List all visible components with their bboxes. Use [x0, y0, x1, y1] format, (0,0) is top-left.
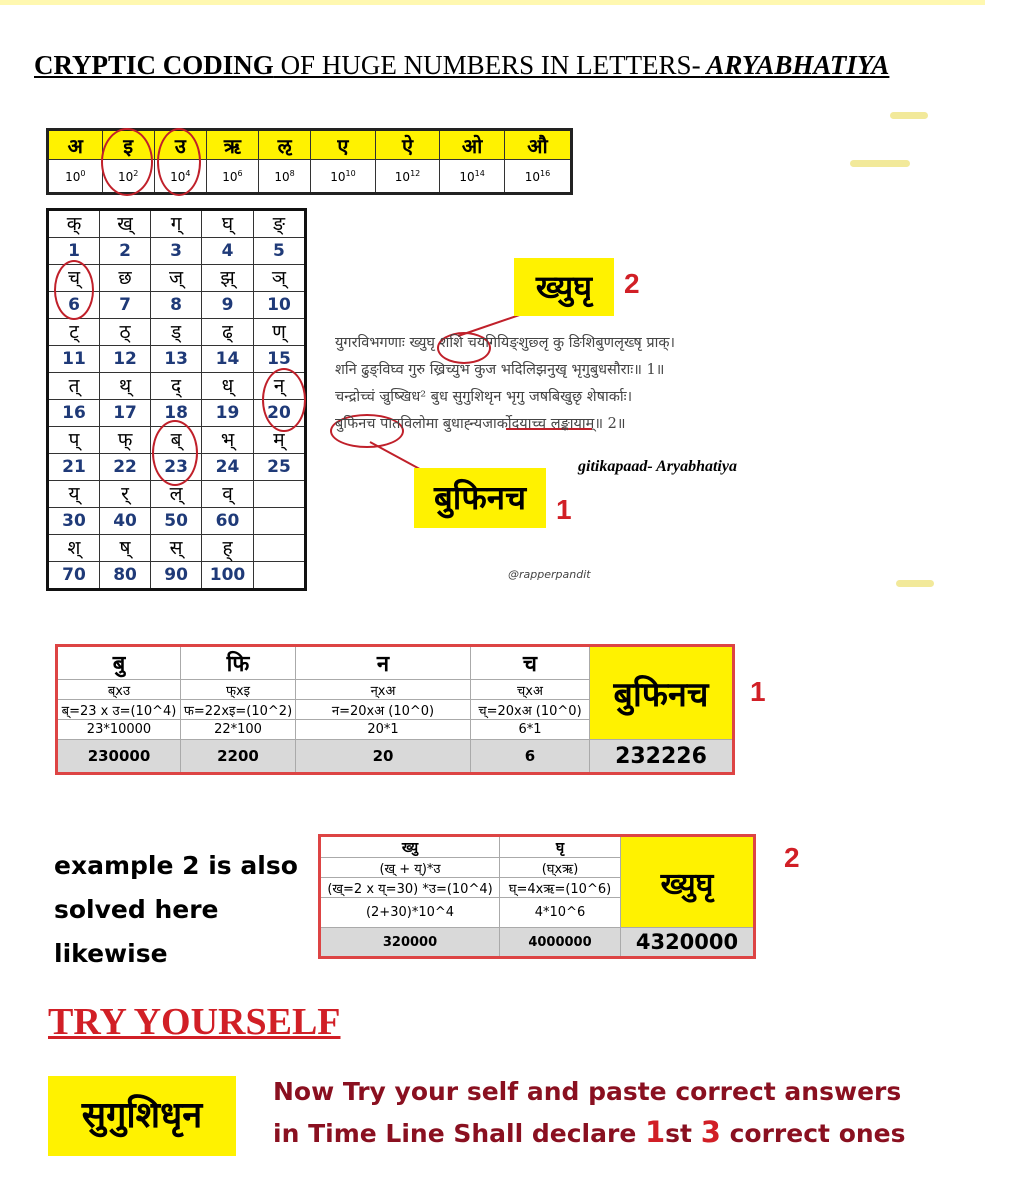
consonant-value: 16 — [48, 400, 100, 427]
ex2-value: 320000 — [320, 928, 500, 958]
try-line-2: in Time Line Shall declare 1st 3 correct ones — [273, 1115, 906, 1149]
consonant-value: 60 — [202, 508, 254, 535]
vowel-power: $10^6$ — [206, 160, 258, 194]
page-title: CRYPTIC CODING OF HUGE NUMBERS IN LETTERS- ARYABHATIYA — [34, 50, 890, 80]
ex1-header: बु — [57, 646, 181, 680]
try-instructions — [273, 1072, 906, 1154]
ex1-product: 6*1 — [471, 720, 590, 740]
try-line-1: Now Try your self and paste correct answers — [273, 1077, 902, 1106]
ex1-formula: ब्=23 x उ=(10^4) — [57, 700, 181, 720]
ex1-formula: न=20xअ (10^0) — [296, 700, 471, 720]
consonant-value: 70 — [48, 562, 100, 590]
vowel-letter: इ — [102, 130, 154, 160]
consonant-value: 24 — [202, 454, 254, 481]
consonant-letter: फ् — [100, 427, 151, 454]
consonant-value: 23 — [151, 454, 202, 481]
ex1-split: ब्xउ — [57, 680, 181, 700]
consonant-letter: ण् — [253, 319, 305, 346]
consonant-value: 20 — [253, 400, 305, 427]
vowel-power: $10^8$ — [259, 160, 311, 194]
consonant-value: 10 — [253, 292, 305, 319]
consonant-value: 100 — [202, 562, 254, 590]
consonant-value: 17 — [100, 400, 151, 427]
vowel-letter: उ — [154, 130, 206, 160]
aryabhatiya-verse — [335, 330, 815, 438]
ex1-product: 23*10000 — [57, 720, 181, 740]
consonant-value: 4 — [202, 238, 254, 265]
consonant-letter: ढ् — [202, 319, 254, 346]
example2-number: 2 — [784, 842, 800, 873]
consonant-value: 22 — [100, 454, 151, 481]
consonant-letter: स् — [151, 535, 202, 562]
consonant-value: 3 — [151, 238, 202, 265]
consonant-letter: थ् — [100, 373, 151, 400]
consonant-letter: श् — [48, 535, 100, 562]
consonant-letter: ट् — [48, 319, 100, 346]
consonant-letter: ह् — [202, 535, 254, 562]
consonant-letter: क् — [48, 210, 100, 238]
vowel-power: $10^{10}$ — [311, 160, 376, 194]
consonant-value: 9 — [202, 292, 254, 319]
ex2-header: घृ — [500, 836, 621, 858]
vowel-letter: ए — [311, 130, 376, 160]
example1-table — [55, 644, 735, 775]
consonant-value: 2 — [100, 238, 151, 265]
verse-line: शनि ढुङ्विघ्व गुरु ख्रिच्युभ कुज भदिलिझनुखृ भृगुबुधसौराः॥ 1॥ — [335, 362, 665, 378]
consonant-value: 11 — [48, 346, 100, 373]
ex1-header: फि — [181, 646, 296, 680]
consonant-value: 1 — [48, 238, 100, 265]
ex1-split: च्xअ — [471, 680, 590, 700]
consonant-letter: य् — [48, 481, 100, 508]
side-note-line: likewise — [54, 939, 168, 968]
consonant-letter: व् — [202, 481, 254, 508]
consonant-letter: ध् — [202, 373, 254, 400]
consonant-value: 5 — [253, 238, 305, 265]
consonant-value: 80 — [100, 562, 151, 590]
ex2-header: ख्यु — [320, 836, 500, 858]
consonant-value: 6 — [48, 292, 100, 319]
consonant-value: 40 — [100, 508, 151, 535]
consonant-letter: त् — [48, 373, 100, 400]
consonant-letter: छ — [100, 265, 151, 292]
consonant-letter: भ् — [202, 427, 254, 454]
consonant-letter: प् — [48, 427, 100, 454]
consonant-value: 19 — [202, 400, 254, 427]
consonant-letter: म् — [253, 427, 305, 454]
decor-dash — [850, 160, 910, 167]
consonant-letter: ब् — [151, 427, 202, 454]
consonant-letter: ज् — [151, 265, 202, 292]
verse-line: बुफिनच पातविलोमा बुधाह्न्यजार्कोदयाच्च लङ्कायाम्॥ 2॥ — [335, 416, 626, 432]
consonant-value: 14 — [202, 346, 254, 373]
consonant-letter: न् — [253, 373, 305, 400]
vowel-letter: ऋ — [206, 130, 258, 160]
consonant-letter: ठ् — [100, 319, 151, 346]
example1-number: 1 — [750, 676, 766, 707]
ex1-header: न — [296, 646, 471, 680]
ex2-product: 4*10^6 — [500, 898, 621, 928]
verse-credit: gitikapaad- Aryabhatiya — [578, 458, 737, 475]
consonant-value: 12 — [100, 346, 151, 373]
side-note-line: example 2 is also — [54, 851, 298, 880]
ex1-product: 20*1 — [296, 720, 471, 740]
consonant-letter: ल् — [151, 481, 202, 508]
consonant-value: 25 — [253, 454, 305, 481]
example2-table — [318, 834, 756, 959]
ex2-value: 4000000 — [500, 928, 621, 958]
side-note-line: solved here — [54, 895, 219, 924]
ex1-value: 6 — [471, 740, 590, 774]
callout-word-1: बुफिनच — [414, 468, 546, 528]
consonant-letter: ष् — [100, 535, 151, 562]
ex1-split: फ्xइ — [181, 680, 296, 700]
consonant-letter: झ् — [202, 265, 254, 292]
ex1-header: च — [471, 646, 590, 680]
consonant-value: 21 — [48, 454, 100, 481]
author-handle: @rapperpandit — [508, 568, 591, 581]
try-heading: TRY YOURSELF — [48, 1001, 341, 1043]
consonant-letter: ञ् — [253, 265, 305, 292]
consonant-value: 8 — [151, 292, 202, 319]
ex1-value: 20 — [296, 740, 471, 774]
try-word: सुगुशिधृन — [48, 1076, 236, 1156]
vowel-power: $10^{16}$ — [504, 160, 571, 194]
consonant-value: 90 — [151, 562, 202, 590]
vowel-power: $10^{14}$ — [440, 160, 505, 194]
consonant-letter: ख् — [100, 210, 151, 238]
ex1-formula: फ=22xइ=(10^2) — [181, 700, 296, 720]
vowel-letter: औ — [504, 130, 571, 160]
vowel-power: $10^{12}$ — [375, 160, 440, 194]
ex2-formula: घ्=4xऋ=(10^6) — [500, 878, 621, 898]
vowel-letter: ओ — [440, 130, 505, 160]
consonant-letter: द् — [151, 373, 202, 400]
ex2-split: (घ्xऋ) — [500, 858, 621, 878]
ex1-product: 22*100 — [181, 720, 296, 740]
vowel-power: $10^4$ — [154, 160, 206, 194]
vowel-letter: ऐ — [375, 130, 440, 160]
ex1-word: बुफिनच — [590, 646, 734, 740]
verse-line: चन्द्रोच्चं ज्रुष्खिध² बुध सुगुशिथृन भृगु जषबिखुछृ शेषार्काः। — [335, 389, 633, 405]
callout-word-2: ख्युघृ — [514, 258, 614, 316]
consonant-value: 15 — [253, 346, 305, 373]
ex1-value: 2200 — [181, 740, 296, 774]
consonant-letter: ड् — [151, 319, 202, 346]
consonant-value: 7 — [100, 292, 151, 319]
ex1-split: न्xअ — [296, 680, 471, 700]
consonant-letter: च् — [48, 265, 100, 292]
vowel-power: $10^2$ — [102, 160, 154, 194]
verse-line: युगरविभगणाः ख्युघृ शशि चयगियिङ्शुछ्लृ कु ङिशिबुणलृख्षृ प्राक्। — [335, 335, 675, 351]
consonant-value: 18 — [151, 400, 202, 427]
decor-dash — [896, 580, 934, 587]
side-note — [54, 844, 298, 976]
callout-number-1: 1 — [556, 494, 572, 525]
vowel-power: $10^0$ — [48, 160, 103, 194]
ex2-formula: (ख्=2 x य्=30) *उ=(10^4) — [320, 878, 500, 898]
vowel-letter: अ — [48, 130, 103, 160]
ex2-split: (ख् + य्)*उ — [320, 858, 500, 878]
ex1-value: 230000 — [57, 740, 181, 774]
consonant-letter: घ् — [202, 210, 254, 238]
callout-number-2: 2 — [624, 268, 640, 299]
consonant-letter: ग् — [151, 210, 202, 238]
ex1-total: 232226 — [590, 740, 734, 774]
consonant-value: 30 — [48, 508, 100, 535]
consonant-letter: र् — [100, 481, 151, 508]
decor-dash — [890, 112, 928, 119]
consonant-letter: ङ् — [253, 210, 305, 238]
ex2-word: ख्युघृ — [621, 836, 755, 928]
vowel-letter: ऌ — [259, 130, 311, 160]
consonant-value: 50 — [151, 508, 202, 535]
ex1-formula: च्=20xअ (10^0) — [471, 700, 590, 720]
consonant-value: 13 — [151, 346, 202, 373]
ex2-total: 4320000 — [621, 928, 755, 958]
ex2-product: (2+30)*10^4 — [320, 898, 500, 928]
